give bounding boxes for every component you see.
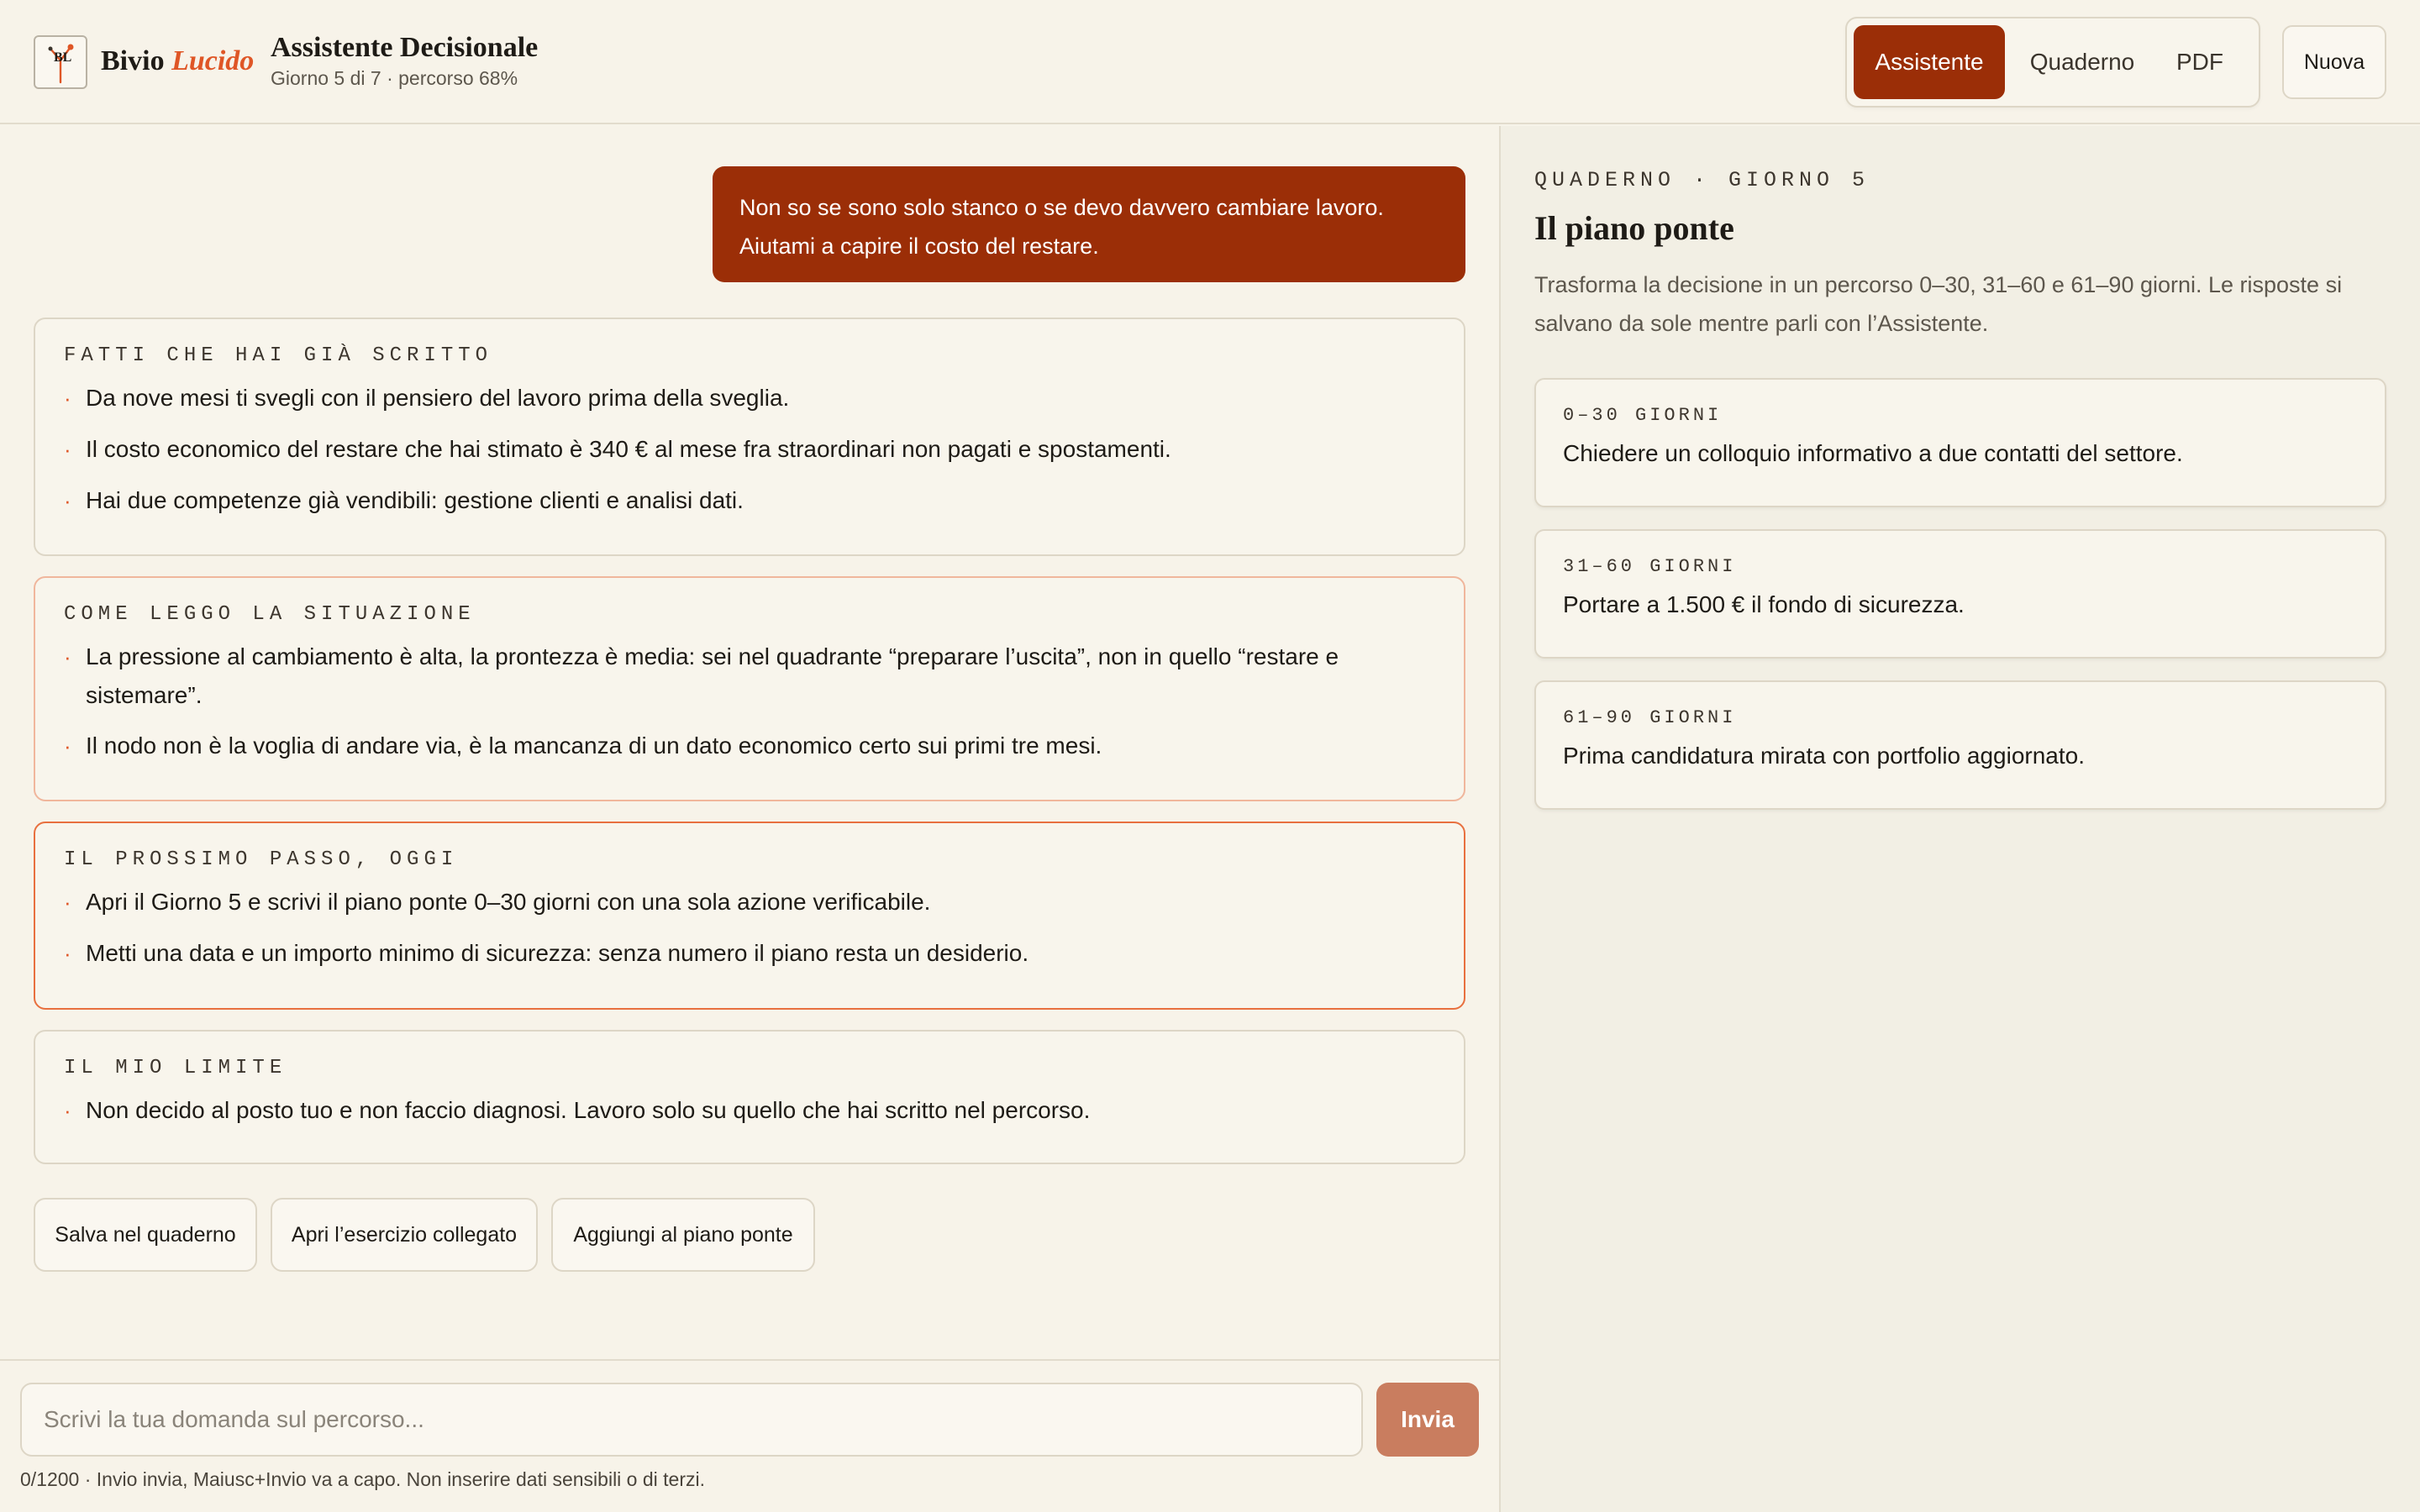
card-list [64, 1091, 1435, 1130]
list-item: · Da nove mesi ti svegli con il pensiero del lavoro prima della sveglia. [64, 379, 1435, 417]
chat-panel [0, 126, 1499, 1359]
notebook-description: Trasforma la decisione in un percorso 0–30, 31–60 e 61–90 giorni. Le risposte si salvano da sole mentre parli con l’Assistente. [1534, 272, 2343, 336]
brand-accent: Lucido [171, 45, 255, 76]
page-subtitle: Giorno 5 di 7 · percorso 68% [271, 67, 518, 89]
list-item: · La pressione al cambiamento è alta, la prontezza è media: sei nel quadrante “preparare l’uscita”, non in quello “restare e sistemare”. [64, 638, 1435, 715]
composer-hint: 0/1200 · Invio invia, Maiusc+Invio va a capo. Non inserire dati sensibili o di terzi. [20, 1468, 705, 1490]
send-button[interactable]: Invia [1376, 1383, 1479, 1457]
plan-step-31-60[interactable] [1534, 529, 2386, 659]
logo-icon[interactable] [34, 35, 87, 89]
open-exercise-button[interactable]: Apri l’esercizio collegato [271, 1198, 538, 1272]
step-text: Prima candidatura mirata con portfolio aggiornato. [1563, 743, 2086, 769]
tab-assistente[interactable]: Assistente [1854, 25, 2005, 99]
card-label: COME LEGGO LA SITUAZIONE [64, 603, 476, 626]
notebook-label: QUADERNO · GIORNO 5 [1534, 168, 1870, 192]
app-header [0, 0, 2420, 124]
card-list [64, 379, 1435, 520]
save-to-notebook-button[interactable]: Salva nel quaderno [34, 1198, 257, 1272]
list-item: · Non decido al posto tuo e non faccio diagnosi. Lavoro solo su quello che hai scritto nel percorso. [64, 1091, 1435, 1130]
list-item: · Il costo economico del restare che hai stimato è 340 € al mese fra straordinari non pagati e spostamenti. [64, 430, 1435, 469]
question-input[interactable] [20, 1383, 1363, 1457]
composer [0, 1359, 1499, 1512]
step-label: 0–30 GIORNI [1563, 405, 1723, 426]
plan-step-61-90[interactable] [1534, 680, 2386, 810]
step-label: 61–90 GIORNI [1563, 707, 1737, 728]
brand-name [101, 45, 254, 77]
card-label: IL PROSSIMO PASSO, OGGI [64, 848, 459, 871]
list-item: · Apri il Giorno 5 e scrivi il piano ponte 0–30 giorni con una sola azione verificabile. [64, 883, 1435, 921]
branching-path-logo-icon [35, 37, 86, 87]
card-list [64, 638, 1435, 765]
plan-step-0-30[interactable] [1534, 378, 2386, 507]
step-text: Chiedere un colloquio informativo a due contatti del settore. [1563, 440, 2183, 466]
card-limit [34, 1030, 1465, 1164]
notebook-title: Il piano ponte [1534, 209, 1734, 247]
new-conversation-button[interactable]: Nuova [2282, 25, 2386, 99]
card-label: FATTI CHE HAI GIÀ SCRITTO [64, 344, 493, 367]
card-facts [34, 318, 1465, 556]
list-item: · Hai due competenze già vendibili: gestione clienti e analisi dati. [64, 481, 1435, 520]
tab-pdf[interactable]: PDF [2176, 49, 2223, 75]
step-label: 31–60 GIORNI [1563, 556, 1737, 577]
step-text: Portare a 1.500 € il fondo di sicurezza. [1563, 591, 1965, 617]
tab-quaderno[interactable]: Quaderno [2029, 49, 2135, 75]
user-message: Non so se sono solo stanco o se devo davvero cambiare lavoro. Aiutami a capire il costo del restare. [713, 166, 1465, 282]
card-next-step [34, 822, 1465, 1010]
list-item: · Metti una data e un importo minimo di sicurezza: senza numero il piano resta un desiderio. [64, 934, 1435, 973]
notebook-panel [1501, 126, 2420, 1512]
card-label: IL MIO LIMITE [64, 1057, 287, 1079]
view-tabs [1845, 17, 2260, 108]
page-title: Assistente Decisionale [271, 32, 539, 63]
card-list [64, 883, 1435, 973]
logo-initials: BL [54, 50, 72, 65]
brand-main: Bivio [101, 45, 165, 76]
list-item: · Il nodo non è la voglia di andare via, è la mancanza di un dato economico certo sui primi tre mesi. [64, 727, 1435, 765]
card-reading [34, 576, 1465, 801]
add-to-plan-button[interactable]: Aggiungi al piano ponte [551, 1198, 815, 1272]
